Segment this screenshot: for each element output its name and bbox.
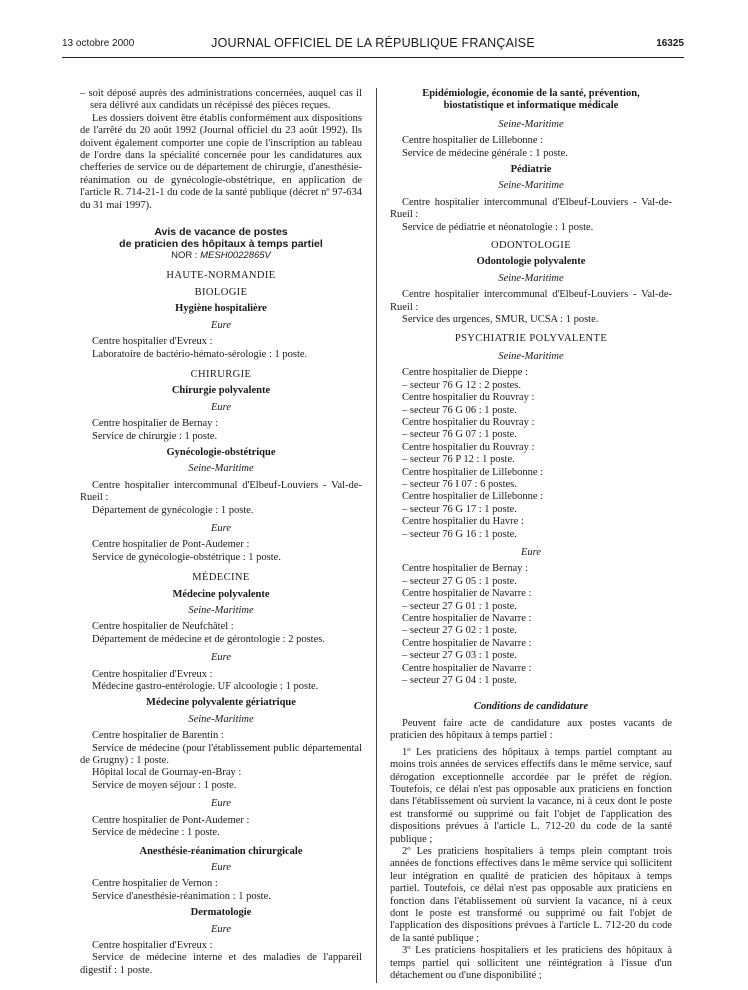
department-heading: Eure xyxy=(210,861,232,873)
service-line: Service de médecine générale : 1 poste. xyxy=(402,147,568,159)
specialty-heading: Anesthésie-réanimation chirurgicale xyxy=(139,845,303,857)
psychiatry-eure-list xyxy=(390,563,672,687)
hospital-name: Centre hospitalier de Navarre : xyxy=(402,588,532,600)
service-line: Service de médecine : 1 poste. xyxy=(92,827,220,839)
specialty-heading: biostatistique et informatique médicale xyxy=(443,100,619,112)
department-heading: Eure xyxy=(210,923,232,935)
avis-title-2: de praticien des hôpitaux à temps partiel xyxy=(119,238,323,251)
sector-line: – secteur 76 I 07 : 6 postes. xyxy=(402,478,517,490)
service-line: Service de moyen séjour : 1 poste. xyxy=(92,779,237,791)
specialty-heading: Médecine polyvalente xyxy=(172,588,270,600)
hospital-name: Centre hospitalier de Pont-Audemer : xyxy=(92,814,250,826)
journal-title: JOURNAL OFFICIEL DE LA RÉPUBLIQUE FRANÇAISE xyxy=(211,36,535,50)
hospital-name: Centre hospitalier du Rouvray : xyxy=(402,416,535,428)
department-heading: Eure xyxy=(520,547,542,558)
nor-label: NOR : xyxy=(171,250,198,262)
sector-line: – secteur 76 G 17 : 1 poste. xyxy=(402,503,517,515)
sector-line: – secteur 27 G 02 : 1 poste. xyxy=(402,625,517,637)
header-date: 13 octobre 2000 xyxy=(62,38,135,49)
department-heading: Seine-Maritime xyxy=(498,180,564,192)
service-line: Service de pédiatrie et néonatologie : 1 poste. xyxy=(402,221,594,233)
specialty-heading: Gynécologie-obstétrique xyxy=(166,446,276,458)
condition-item: 3º Les praticiens hospitaliers et les praticiens des hôpitaux à temps partiel qui sollicitent une réintégration à l'issue d'un détachement ou d'une disponibilité ; xyxy=(390,945,672,981)
hospital-name: Centre hospitalier de Barentin : xyxy=(92,730,224,742)
department-heading: Seine-Maritime xyxy=(498,118,564,130)
intro-bullet: – soit déposé auprès des administrations concernées, auquel cas il sera délivré aux candidats un récépissé des pièces reçues. xyxy=(80,88,362,112)
condition-item: 1º Les praticiens des hôpitaux à temps partiel comptant au moins trois années de services effectifs dans le même service, sauf dérogation exceptionnelle accordée par le préfet de région. Toutefois, ce délai n'est pas opposable aux praticiens en fonction dans l'établissement où survient la vacance, ni à ceux dont le poste est transformé ou supprimé ou fait l'objet de l'application des dispositions prévues à l'article L. 712-20 du code de la santé publique ; xyxy=(390,746,672,845)
service-line: Service de chirurgie : 1 poste. xyxy=(92,430,218,442)
specialty-heading: Hygiène hospitalière xyxy=(175,303,267,315)
department-heading: Eure xyxy=(210,798,232,810)
specialty-heading: Médecine polyvalente gériatrique xyxy=(146,697,296,709)
service-line: Département de médecine et de gérontologie : 2 postes. xyxy=(92,633,325,645)
service-line: Service des urgences, SMUR, UCSA : 1 poste. xyxy=(402,314,599,326)
hospital-name: Centre hospitalier intercommunal d'Elbeuf-Louviers - Val-de-Rueil : xyxy=(390,289,672,313)
discipline-heading: MÉDECINE xyxy=(192,572,250,584)
hospital-name: Centre hospitalier du Rouvray : xyxy=(402,441,535,453)
hospital-name: Centre hospitalier de Vernon : xyxy=(92,878,218,890)
hospital-name: Hôpital local de Gournay-en-Bray : xyxy=(92,767,242,779)
hospital-name: Centre hospitalier de Pont-Audemer : xyxy=(92,539,250,551)
discipline-heading: CHIRURGIE xyxy=(190,368,252,380)
service-line: Service de médecine interne et des maladies de l'appareil digestif : 1 poste. xyxy=(80,952,362,976)
hospital-name: Centre hospitalier de Navarre : xyxy=(402,613,532,625)
sector-line: – secteur 27 G 05 : 1 poste. xyxy=(402,575,517,587)
hospital-name: Centre hospitalier d'Evreux : xyxy=(92,668,213,680)
hospital-name: Centre hospitalier de Lillebonne : xyxy=(402,135,544,147)
hospital-name: Centre hospitalier de Lillebonne : xyxy=(402,466,544,478)
service-line: Service d'anesthésie-réanimation : 1 poste. xyxy=(92,890,271,902)
hospital-name: Centre hospitalier intercommunal d'Elbeuf-Louviers - Val-de-Rueil : xyxy=(390,196,672,221)
specialty-heading: Epidémiologie, économie de la santé, prévention, xyxy=(422,88,640,99)
hospital-name: Centre hospitalier de Bernay : xyxy=(92,418,218,430)
hospital-name: Centre hospitalier de Dieppe : xyxy=(402,367,528,379)
sector-line: – secteur 27 G 03 : 1 poste. xyxy=(402,650,517,662)
avis-title-1: Avis de vacance de postes xyxy=(154,226,288,239)
department-heading: Seine-Maritime xyxy=(188,605,254,616)
hospital-name: Centre hospitalier de Neufchâtel : xyxy=(92,621,234,633)
hospital-name: Centre hospitalier d'Evreux : xyxy=(92,336,213,348)
department-heading: Seine-Maritime xyxy=(498,350,564,362)
hospital-name: Centre hospitalier intercommunal d'Elbeuf-Louviers - Val-de-Rueil : xyxy=(80,479,362,504)
region-heading: HAUTE-NORMANDIE xyxy=(166,270,276,282)
sector-line: – secteur 76 G 06 : 1 poste. xyxy=(402,404,517,416)
discipline-heading: PSYCHIATRIE POLYVALENTE xyxy=(454,332,608,344)
department-heading: Seine-Maritime xyxy=(188,713,254,725)
specialty-heading: Dermatologie xyxy=(190,907,252,919)
condition-item: 2º Les praticiens hospitaliers à temps plein comptant trois années de fonctions effectives dans le même service qui sollicitent leur intégration en qualité de praticien des hôpitaux à temps partiel. Toutefois, ce délai n'est pas opposable aux praticiens en fonction dans l'établissement où survient la vacance, ni à ceux dont le poste est transformé ou supprimé ou fait l'objet de l'application des dispositions prévues à l'article L. 712-20 du code de la santé publique ; xyxy=(390,845,672,944)
right-column xyxy=(390,88,672,982)
hospital-name: Centre hospitalier de Navarre : xyxy=(402,637,532,649)
conditions-intro: Peuvent faire acte de candidature aux postes vacants de praticien des hôpitaux à temps partiel : xyxy=(390,717,672,742)
nor-reference xyxy=(80,250,362,262)
specialty-heading: Pédiatrie xyxy=(510,164,552,176)
column-divider xyxy=(376,88,377,983)
conditions-heading: Conditions de candidature xyxy=(473,701,589,713)
sector-line: – secteur 76 P 12 : 1 poste. xyxy=(402,454,515,466)
header-rule xyxy=(62,57,684,58)
sector-line: – secteur 76 G 12 : 2 postes. xyxy=(402,379,521,391)
department-heading: Eure xyxy=(210,522,232,534)
sector-line: – secteur 76 G 07 : 1 poste. xyxy=(402,429,517,441)
sector-line: – secteur 76 G 16 : 1 poste. xyxy=(402,528,517,540)
service-line: Médecine gastro-entérologie. UF alcoologie : 1 poste. xyxy=(92,681,319,693)
page-header xyxy=(62,38,684,54)
service-line: Laboratoire de bactério-hémato-sérologie : 1 poste. xyxy=(92,348,308,360)
hospital-name: Centre hospitalier de Bernay : xyxy=(402,563,528,575)
hospital-name: Centre hospitalier de Navarre : xyxy=(402,662,532,674)
intro-paragraph: Les dossiers doivent être établis conformément aux dispositions de l'arrêté du 20 août 1992 (Journal officiel du 23 août 1992). Ils doivent également comporter une copie de l'inscription au tableau de l'ordre dans la spécialité concernée pour les candidatures aux chefferies de service ou de département de chirurgie, d'anesthésie-réanimation ou de gynécologie-obstétrique, en application de l'article R. 714-21-1 du code de la santé publique (décret nº 97-634 du 31 mai 1997). xyxy=(80,112,362,211)
hospital-name: Centre hospitalier du Rouvray : xyxy=(402,392,535,404)
department-heading: Eure xyxy=(210,401,232,413)
hospital-name: Centre hospitalier de Lillebonne : xyxy=(402,491,544,503)
nor-code: MESH0022865V xyxy=(200,250,271,262)
sector-line: – secteur 27 G 01 : 1 poste. xyxy=(402,600,517,612)
psychiatry-seine-list xyxy=(390,367,672,541)
service-line: Service de gynécologie-obstétrique : 1 poste. xyxy=(92,551,281,563)
discipline-heading: BIOLOGIE xyxy=(194,286,248,298)
specialty-heading: Odontologie polyvalente xyxy=(476,256,586,268)
department-heading: Seine-Maritime xyxy=(188,463,254,475)
specialty-heading: Chirurgie polyvalente xyxy=(171,385,271,397)
department-heading: Eure xyxy=(210,319,232,331)
department-heading: Eure xyxy=(210,652,232,664)
page-number: 16325 xyxy=(656,38,684,49)
hospital-name: Centre hospitalier du Havre : xyxy=(402,516,524,528)
left-column xyxy=(80,88,362,977)
service-line: Service de médecine (pour l'établissement public départemental de Grugny) : 1 poste. xyxy=(80,742,362,767)
discipline-heading: ODONTOLOGIE xyxy=(490,240,572,252)
hospital-name: Centre hospitalier d'Evreux : xyxy=(92,939,213,951)
service-line: Département de gynécologie : 1 poste. xyxy=(92,504,254,516)
department-heading: Seine-Maritime xyxy=(498,272,564,284)
sector-line: – secteur 27 G 04 : 1 poste. xyxy=(402,675,517,687)
